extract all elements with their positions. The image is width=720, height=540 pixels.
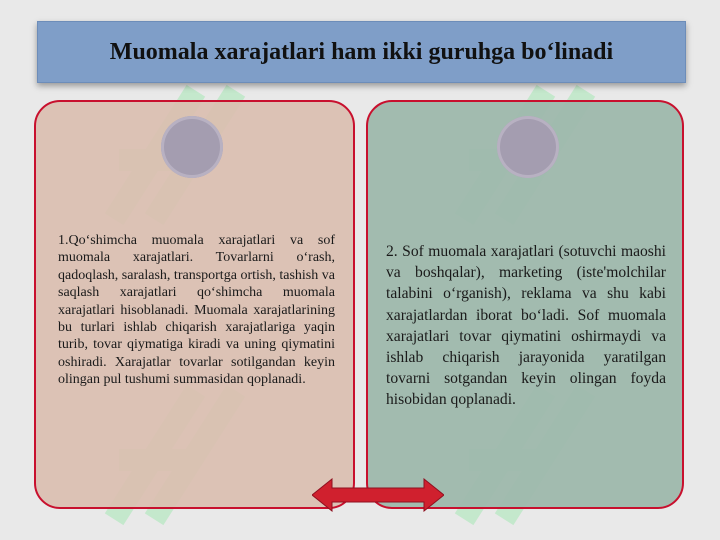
right-panel (366, 100, 684, 509)
double-arrow-icon (312, 478, 444, 512)
left-panel (34, 100, 355, 509)
title-banner (37, 21, 686, 83)
right-panel-circle (497, 116, 559, 178)
left-panel-text: 1.Qo‘shimcha muomala xarajatlari va sof muomala xarajatlari. Tovarlarni o‘rash, qadoqlash, saralash, transportga ortish, tashish va saqlash xarajatlari qo‘shimcha muomala xarajatlari hisoblanadi. Muomala xarajatlarining bu turlari ishlab chiqarish xarajatlariga yaqin turib, tovar qiymatiga kiradi va uning qiymatini oshiradi. Xarajatlar tovarlar sotilgandan keyin olingan pul tushumi summasidan qoplanadi. (58, 233, 335, 388)
right-panel-text: 2. Sof muomala xarajatlari (sotuvchi maoshi va boshqalar), marketing (iste'molchilar talabini o‘rganish), reklama va shu kabi xarajatlardan iborat bo‘ladi. Sof muomala xarajatlari tovar qiymatini oshirmaydi va ishlab chiqarish jarayonida yaratilgan tovarni sotgandan keyin olingan foyda hisobidan qoplanadi. (386, 243, 666, 409)
slide-title: Muomala xarajatlari ham ikki guruhga bo‘linadi (109, 38, 614, 65)
left-panel-circle (161, 116, 223, 178)
